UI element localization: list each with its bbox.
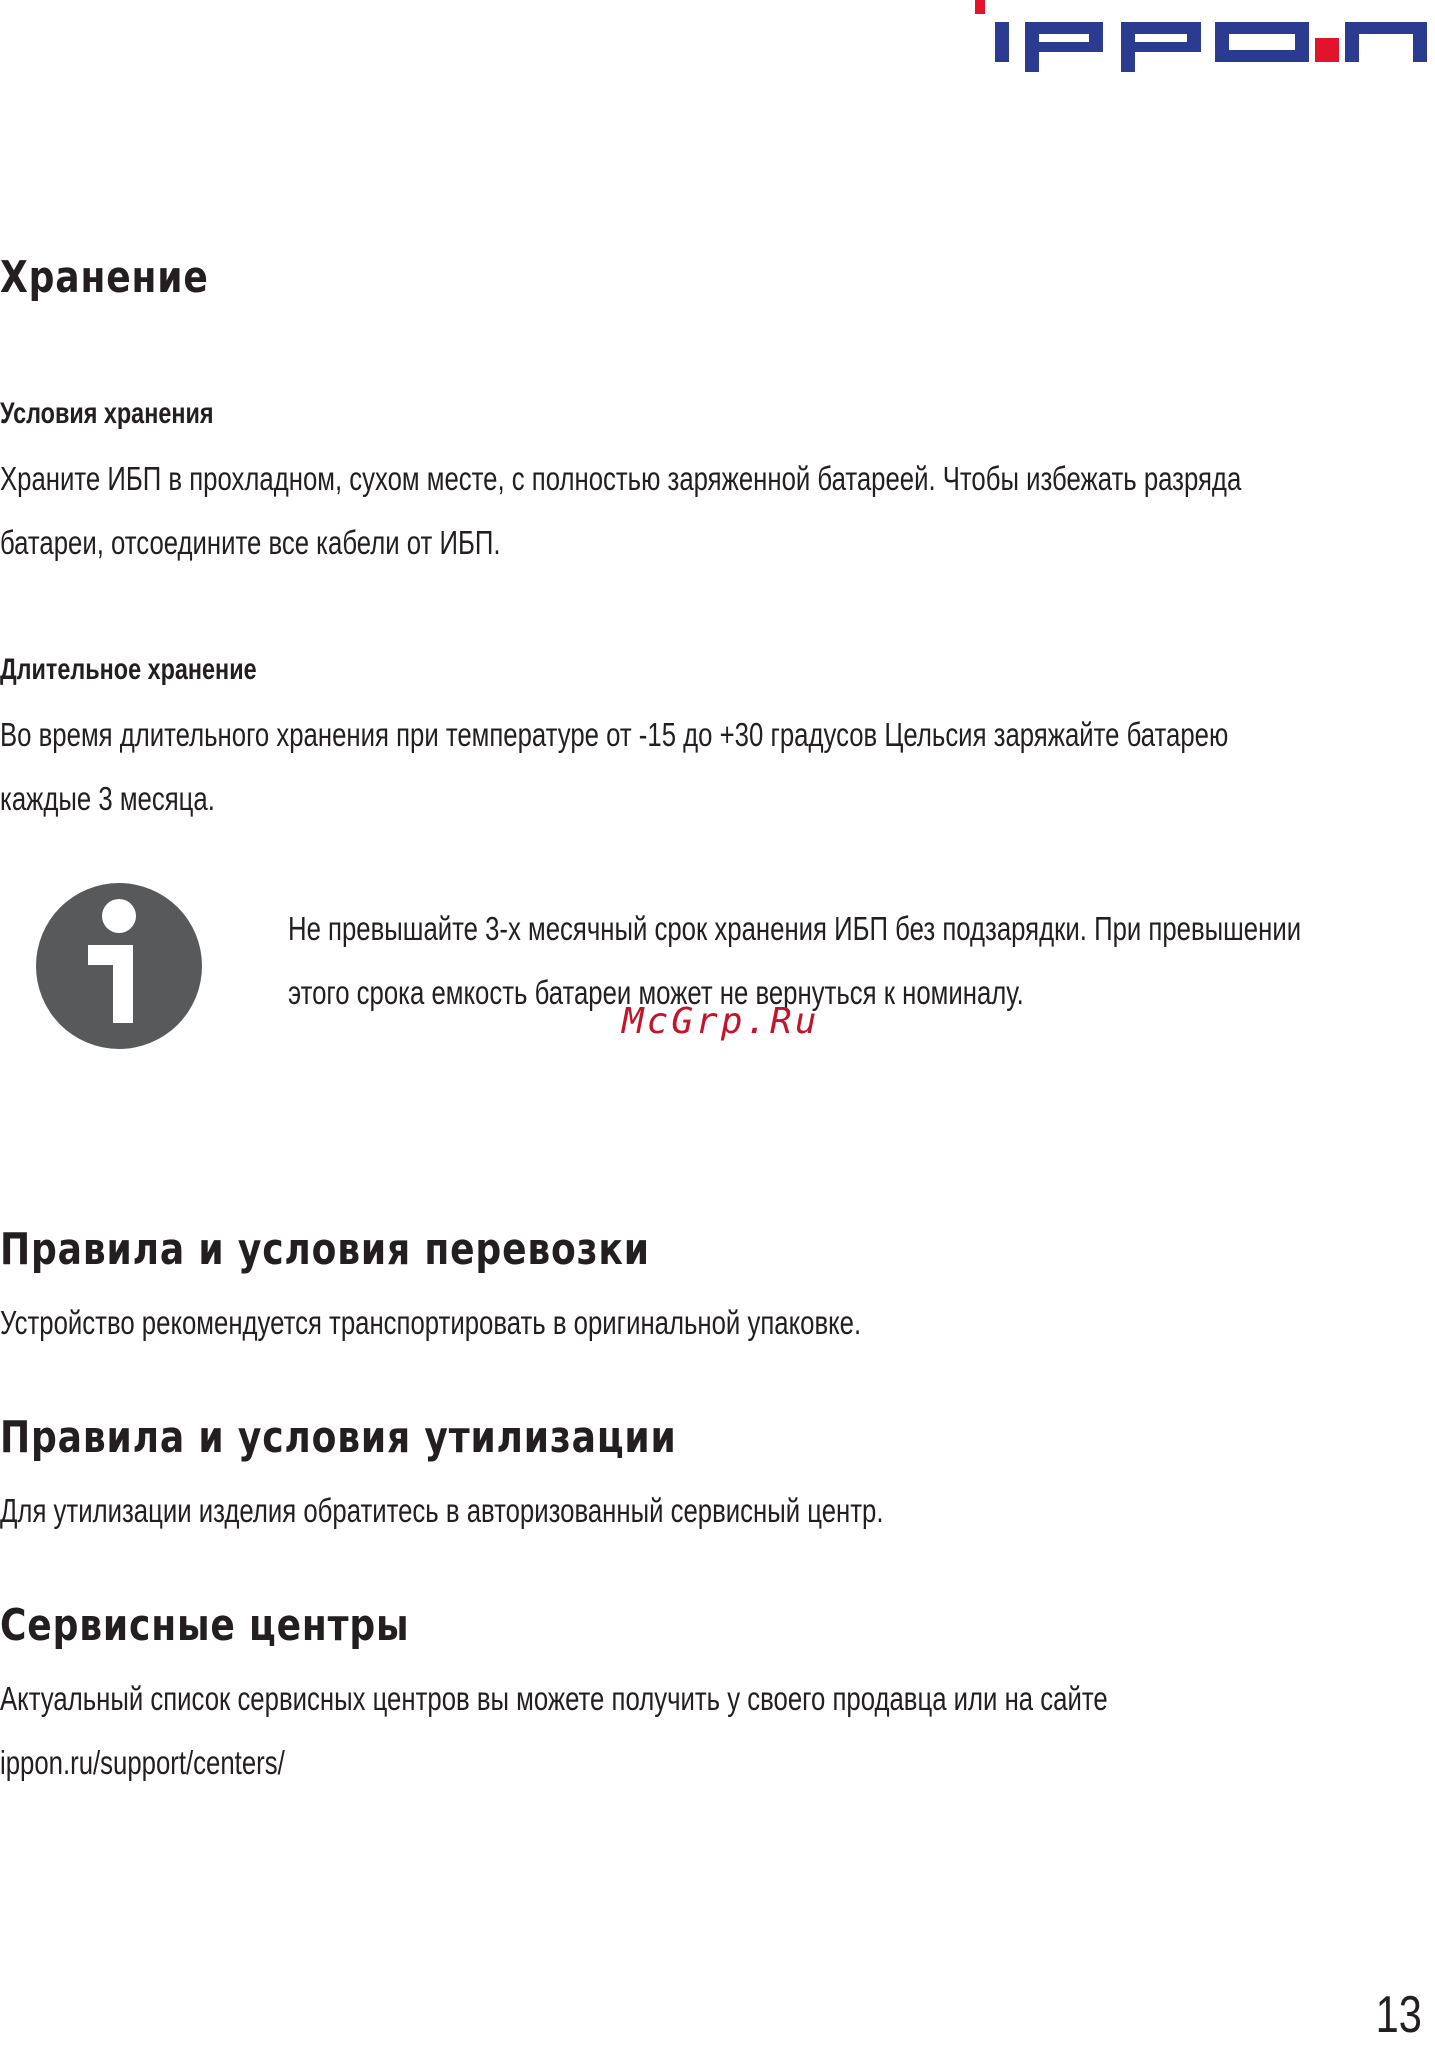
watermark: McGrp.Ru (622, 1001, 820, 1042)
transport-text (0, 1291, 861, 1355)
long-term-storage-text (0, 703, 1228, 831)
storage-note-line: этого срока емкость батареи может не вернуться к номиналу. (288, 974, 1024, 1011)
logo-i (995, 22, 1009, 62)
long-term-storage-line: Во время длительного хранения при температуре от -15 до +30 градусов Цельсия заряжайте батарею (0, 716, 1229, 753)
logo-mark (975, 0, 1427, 72)
logo-p1 (1025, 22, 1103, 72)
service-centers-link[interactable]: ippon.ru/support/centers/ (0, 1744, 285, 1781)
transport-title: Правила и условия перевозки (0, 1224, 650, 1275)
logo-o (1215, 22, 1309, 62)
service-centers-line: Актуальный список сервисных центров вы можете получить у своего продавца или на сайте (0, 1680, 1108, 1717)
disposal-title: Правила и условия утилизации (0, 1412, 677, 1463)
logo-square (1315, 38, 1339, 62)
ippon-logo (975, 0, 1427, 72)
service-centers-text (0, 1667, 1108, 1795)
logo-p2 (1121, 22, 1201, 72)
logo-dot (975, 0, 985, 14)
logo-n (1345, 22, 1427, 62)
disposal-line: Для утилизации изделия обратитесь в авторизованный сервисный центр. (0, 1492, 884, 1529)
long-term-storage-heading: Длительное хранение (0, 653, 257, 686)
page-number: 13 (1375, 1986, 1422, 2044)
transport-line: Устройство рекомендуется транспортировать в оригинальной упаковке. (0, 1304, 862, 1341)
storage-conditions-text (0, 447, 1241, 575)
storage-conditions-line: Храните ИБП в прохладном, сухом месте, с полностью заряженной батареей. Чтобы избежать разряда (0, 460, 1242, 497)
storage-conditions-heading: Условия хранения (0, 397, 214, 430)
storage-title: Хранение (0, 252, 209, 303)
service-centers-title: Сервисные центры (0, 1600, 410, 1651)
storage-conditions-line: батареи, отсоедините все кабели от ИБП. (0, 524, 501, 561)
storage-note-line: Не превышайте 3-х месячный срок хранения ИБП без подзарядки. При превышении (288, 910, 1302, 947)
long-term-storage-line: каждые 3 месяца. (0, 780, 215, 817)
disposal-text (0, 1479, 884, 1543)
info-icon (36, 883, 202, 1049)
